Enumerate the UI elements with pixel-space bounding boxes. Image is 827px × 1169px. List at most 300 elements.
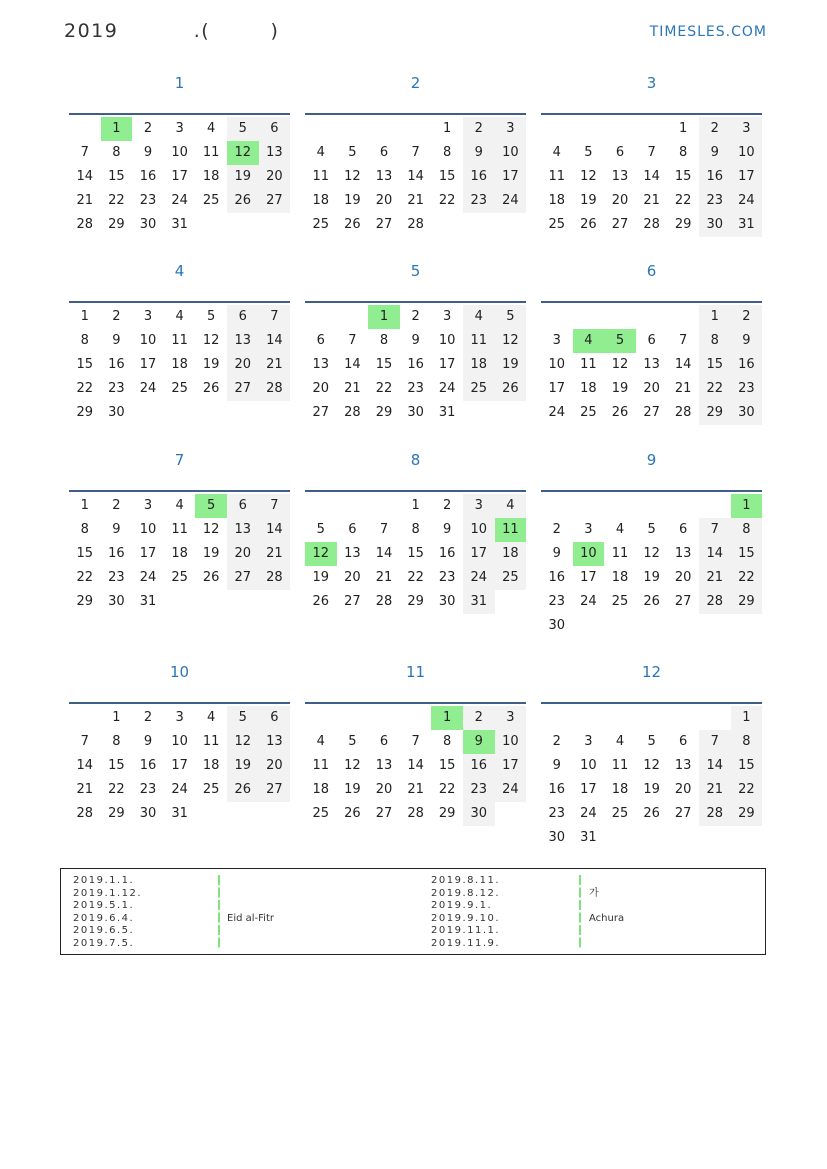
day-cell[interactable]: 19 — [202, 546, 220, 561]
day-cell[interactable]: 27 — [375, 217, 393, 232]
day-cell[interactable]: 13 — [344, 546, 361, 561]
holiday-day-cell[interactable]: 12 — [305, 542, 337, 566]
day-cell[interactable]: 25 — [580, 405, 597, 420]
day-cell[interactable]: 10 — [580, 758, 597, 773]
day-cell[interactable]: 10 — [495, 730, 527, 754]
day-cell[interactable]: 8 — [699, 329, 731, 353]
day-cell[interactable]: 16 — [108, 357, 125, 372]
day-cell[interactable]: 16 — [731, 353, 763, 377]
day-cell[interactable]: 7 — [699, 518, 731, 542]
day-cell[interactable]: 26 — [312, 594, 330, 609]
day-cell[interactable]: 14 — [699, 542, 731, 566]
day-cell[interactable]: 31 — [580, 830, 597, 845]
day-cell[interactable]: 20 — [375, 193, 393, 208]
day-cell[interactable]: 14 — [674, 357, 692, 372]
day-cell[interactable]: 3 — [175, 121, 184, 136]
day-cell[interactable]: 28 — [259, 377, 291, 401]
day-cell[interactable]: 22 — [375, 381, 393, 396]
day-cell[interactable]: 29 — [375, 405, 393, 420]
day-cell[interactable]: 29 — [731, 590, 763, 614]
day-cell[interactable]: 13 — [674, 546, 692, 561]
day-cell[interactable]: 25 — [463, 377, 495, 401]
day-cell[interactable]: 7 — [647, 145, 656, 160]
day-cell[interactable]: 8 — [731, 730, 763, 754]
day-cell[interactable]: 10 — [171, 734, 188, 749]
day-cell[interactable]: 27 — [312, 405, 330, 420]
day-cell[interactable]: 5 — [207, 309, 216, 324]
day-cell[interactable]: 27 — [259, 189, 291, 213]
day-cell[interactable]: 29 — [731, 802, 763, 826]
day-cell[interactable]: 21 — [375, 570, 393, 585]
day-cell[interactable]: 16 — [463, 754, 495, 778]
holiday-day-cell[interactable]: 4 — [573, 329, 605, 353]
day-cell[interactable]: 31 — [171, 806, 188, 821]
holiday-day-cell[interactable]: 1 — [368, 305, 400, 329]
day-cell[interactable]: 29 — [699, 401, 731, 425]
day-cell[interactable]: 19 — [495, 353, 527, 377]
day-cell[interactable]: 27 — [643, 405, 660, 420]
day-cell[interactable]: 29 — [108, 806, 125, 821]
day-cell[interactable]: 25 — [312, 217, 330, 232]
day-cell[interactable]: 25 — [548, 217, 566, 232]
day-cell[interactable]: 24 — [171, 782, 188, 797]
holiday-day-cell[interactable]: 5 — [604, 329, 636, 353]
day-cell[interactable]: 2 — [443, 498, 452, 513]
day-cell[interactable]: 14 — [76, 758, 94, 773]
day-cell[interactable]: 7 — [679, 333, 688, 348]
day-cell[interactable]: 31 — [171, 217, 188, 232]
day-cell[interactable]: 25 — [171, 381, 188, 396]
day-cell[interactable]: 6 — [227, 305, 259, 329]
day-cell[interactable]: 26 — [580, 217, 597, 232]
day-cell[interactable]: 23 — [548, 594, 566, 609]
day-cell[interactable]: 30 — [108, 405, 125, 420]
day-cell[interactable]: 11 — [171, 522, 188, 537]
day-cell[interactable]: 4 — [615, 734, 625, 749]
day-cell[interactable]: 7 — [80, 734, 89, 749]
day-cell[interactable]: 23 — [699, 189, 731, 213]
day-cell[interactable]: 19 — [202, 357, 220, 372]
day-cell[interactable]: 19 — [344, 782, 361, 797]
day-cell[interactable]: 29 — [76, 405, 94, 420]
day-cell[interactable]: 17 — [438, 357, 456, 372]
day-cell[interactable]: 5 — [647, 522, 656, 537]
day-cell[interactable]: 13 — [259, 141, 291, 165]
day-cell[interactable]: 27 — [227, 566, 259, 590]
day-cell[interactable]: 15 — [375, 357, 393, 372]
day-cell[interactable]: 1 — [699, 305, 731, 329]
day-cell[interactable]: 25 — [611, 806, 629, 821]
day-cell[interactable]: 30 — [407, 405, 424, 420]
day-cell[interactable]: 14 — [259, 518, 291, 542]
day-cell[interactable]: 25 — [202, 193, 220, 208]
day-cell[interactable]: 7 — [699, 730, 731, 754]
day-cell[interactable]: 10 — [438, 333, 456, 348]
day-cell[interactable]: 15 — [76, 546, 94, 561]
day-cell[interactable]: 27 — [227, 377, 259, 401]
day-cell[interactable]: 9 — [143, 734, 153, 749]
day-cell[interactable]: 28 — [674, 405, 692, 420]
day-cell[interactable]: 23 — [108, 570, 125, 585]
day-cell[interactable]: 29 — [674, 217, 692, 232]
day-cell[interactable]: 31 — [438, 405, 456, 420]
day-cell[interactable]: 22 — [108, 782, 125, 797]
day-cell[interactable]: 18 — [202, 169, 220, 184]
day-cell[interactable]: 6 — [615, 145, 625, 160]
day-cell[interactable]: 30 — [139, 217, 157, 232]
day-cell[interactable]: 7 — [259, 494, 291, 518]
day-cell[interactable]: 16 — [407, 357, 424, 372]
day-cell[interactable]: 9 — [112, 522, 121, 537]
day-cell[interactable]: 3 — [143, 309, 153, 324]
holiday-day-cell[interactable]: 5 — [195, 494, 227, 518]
day-cell[interactable]: 6 — [679, 734, 688, 749]
day-cell[interactable]: 3 — [143, 498, 153, 513]
day-cell[interactable]: 19 — [227, 165, 259, 189]
day-cell[interactable]: 24 — [580, 806, 597, 821]
day-cell[interactable]: 26 — [202, 381, 220, 396]
day-cell[interactable]: 1 — [731, 706, 763, 730]
day-cell[interactable]: 1 — [679, 121, 688, 136]
day-cell[interactable]: 24 — [463, 566, 495, 590]
day-cell[interactable]: 11 — [202, 734, 220, 749]
day-cell[interactable]: 15 — [407, 546, 424, 561]
day-cell[interactable]: 26 — [495, 377, 527, 401]
day-cell[interactable]: 28 — [407, 806, 424, 821]
day-cell[interactable]: 3 — [175, 710, 184, 725]
day-cell[interactable]: 28 — [375, 594, 393, 609]
day-cell[interactable]: 16 — [699, 165, 731, 189]
day-cell[interactable]: 21 — [259, 542, 291, 566]
day-cell[interactable]: 8 — [443, 145, 452, 160]
day-cell[interactable]: 21 — [407, 782, 424, 797]
day-cell[interactable]: 15 — [699, 353, 731, 377]
day-cell[interactable]: 26 — [202, 570, 220, 585]
day-cell[interactable]: 3 — [495, 117, 527, 141]
day-cell[interactable]: 13 — [643, 357, 660, 372]
day-cell[interactable]: 23 — [139, 782, 157, 797]
day-cell[interactable]: 6 — [647, 333, 656, 348]
day-cell[interactable]: 12 — [344, 169, 361, 184]
day-cell[interactable]: 10 — [548, 357, 566, 372]
day-cell[interactable]: 28 — [76, 806, 94, 821]
day-cell[interactable]: 11 — [202, 145, 220, 160]
day-cell[interactable]: 24 — [495, 778, 527, 802]
day-cell[interactable]: 17 — [495, 754, 527, 778]
day-cell[interactable]: 23 — [548, 806, 566, 821]
day-cell[interactable]: 10 — [139, 333, 157, 348]
day-cell[interactable]: 6 — [259, 706, 291, 730]
day-cell[interactable]: 9 — [143, 145, 153, 160]
day-cell[interactable]: 27 — [674, 806, 692, 821]
day-cell[interactable]: 27 — [259, 778, 291, 802]
day-cell[interactable]: 6 — [227, 494, 259, 518]
day-cell[interactable]: 17 — [495, 165, 527, 189]
day-cell[interactable]: 20 — [227, 353, 259, 377]
day-cell[interactable]: 26 — [643, 594, 660, 609]
day-cell[interactable]: 17 — [139, 357, 157, 372]
day-cell[interactable]: 9 — [443, 522, 452, 537]
day-cell[interactable]: 22 — [76, 381, 94, 396]
day-cell[interactable]: 16 — [438, 546, 456, 561]
day-cell[interactable]: 11 — [611, 546, 629, 561]
day-cell[interactable]: 22 — [731, 566, 763, 590]
day-cell[interactable]: 30 — [548, 618, 566, 633]
day-cell[interactable]: 5 — [227, 706, 259, 730]
day-cell[interactable]: 12 — [344, 758, 361, 773]
day-cell[interactable]: 25 — [202, 782, 220, 797]
day-cell[interactable]: 3 — [463, 494, 495, 518]
day-cell[interactable]: 20 — [344, 570, 361, 585]
day-cell[interactable]: 14 — [699, 754, 731, 778]
day-cell[interactable]: 12 — [643, 546, 660, 561]
day-cell[interactable]: 9 — [112, 333, 121, 348]
day-cell[interactable]: 19 — [344, 193, 361, 208]
day-cell[interactable]: 28 — [407, 217, 424, 232]
day-cell[interactable]: 4 — [495, 494, 527, 518]
day-cell[interactable]: 20 — [259, 165, 291, 189]
day-cell[interactable]: 7 — [411, 145, 420, 160]
day-cell[interactable]: 7 — [379, 522, 389, 537]
day-cell[interactable]: 21 — [344, 381, 361, 396]
day-cell[interactable]: 2 — [143, 710, 153, 725]
day-cell[interactable]: 11 — [463, 329, 495, 353]
day-cell[interactable]: 3 — [731, 117, 763, 141]
day-cell[interactable]: 9 — [552, 546, 561, 561]
day-cell[interactable]: 22 — [108, 193, 125, 208]
day-cell[interactable]: 24 — [438, 381, 456, 396]
day-cell[interactable]: 6 — [379, 734, 389, 749]
day-cell[interactable]: 1 — [443, 121, 452, 136]
day-cell[interactable]: 18 — [312, 782, 330, 797]
day-cell[interactable]: 26 — [227, 778, 259, 802]
day-cell[interactable]: 17 — [171, 169, 188, 184]
day-cell[interactable]: 9 — [463, 141, 495, 165]
day-cell[interactable]: 23 — [407, 381, 424, 396]
day-cell[interactable]: 8 — [379, 333, 389, 348]
day-cell[interactable]: 2 — [411, 309, 420, 324]
day-cell[interactable]: 18 — [312, 193, 330, 208]
day-cell[interactable]: 19 — [611, 381, 629, 396]
day-cell[interactable]: 29 — [108, 217, 125, 232]
day-cell[interactable]: 22 — [674, 193, 692, 208]
day-cell[interactable]: 26 — [344, 217, 361, 232]
day-cell[interactable]: 23 — [139, 193, 157, 208]
day-cell[interactable]: 13 — [674, 758, 692, 773]
day-cell[interactable]: 8 — [731, 518, 763, 542]
day-cell[interactable]: 8 — [443, 734, 452, 749]
day-cell[interactable]: 4 — [316, 734, 325, 749]
day-cell[interactable]: 11 — [312, 169, 330, 184]
day-cell[interactable]: 31 — [463, 590, 495, 614]
day-cell[interactable]: 5 — [227, 117, 259, 141]
day-cell[interactable]: 22 — [699, 377, 731, 401]
day-cell[interactable]: 3 — [443, 309, 452, 324]
day-cell[interactable]: 20 — [312, 381, 330, 396]
day-cell[interactable]: 21 — [76, 193, 94, 208]
day-cell[interactable]: 15 — [76, 357, 94, 372]
holiday-day-cell[interactable]: 1 — [431, 706, 463, 730]
day-cell[interactable]: 23 — [108, 381, 125, 396]
day-cell[interactable]: 17 — [580, 570, 597, 585]
day-cell[interactable]: 17 — [548, 381, 566, 396]
day-cell[interactable]: 20 — [227, 542, 259, 566]
day-cell[interactable]: 15 — [438, 758, 456, 773]
day-cell[interactable]: 18 — [171, 546, 188, 561]
holiday-day-cell[interactable]: 11 — [495, 518, 527, 542]
day-cell[interactable]: 20 — [674, 782, 692, 797]
day-cell[interactable]: 23 — [438, 570, 456, 585]
day-cell[interactable]: 9 — [699, 141, 731, 165]
day-cell[interactable]: 7 — [348, 333, 357, 348]
day-cell[interactable]: 10 — [495, 141, 527, 165]
day-cell[interactable]: 22 — [407, 570, 424, 585]
day-cell[interactable]: 12 — [202, 522, 220, 537]
day-cell[interactable]: 24 — [580, 594, 597, 609]
day-cell[interactable]: 23 — [463, 778, 495, 802]
day-cell[interactable]: 2 — [463, 117, 495, 141]
day-cell[interactable]: 13 — [227, 329, 259, 353]
day-cell[interactable]: 22 — [438, 782, 456, 797]
day-cell[interactable]: 8 — [80, 333, 89, 348]
day-cell[interactable]: 10 — [731, 141, 763, 165]
day-cell[interactable]: 21 — [643, 193, 660, 208]
day-cell[interactable]: 28 — [643, 217, 660, 232]
day-cell[interactable]: 20 — [643, 381, 660, 396]
day-cell[interactable]: 11 — [580, 357, 597, 372]
day-cell[interactable]: 21 — [259, 353, 291, 377]
day-cell[interactable]: 19 — [227, 754, 259, 778]
day-cell[interactable]: 5 — [316, 522, 325, 537]
day-cell[interactable]: 10 — [171, 145, 188, 160]
day-cell[interactable]: 20 — [375, 782, 393, 797]
day-cell[interactable]: 5 — [348, 734, 357, 749]
day-cell[interactable]: 24 — [139, 570, 157, 585]
day-cell[interactable]: 16 — [548, 570, 566, 585]
day-cell[interactable]: 2 — [112, 309, 121, 324]
day-cell[interactable]: 13 — [375, 169, 393, 184]
day-cell[interactable]: 5 — [495, 305, 527, 329]
day-cell[interactable]: 28 — [699, 590, 731, 614]
day-cell[interactable]: 25 — [312, 806, 330, 821]
day-cell[interactable]: 6 — [316, 333, 325, 348]
day-cell[interactable]: 21 — [407, 193, 424, 208]
day-cell[interactable]: 24 — [548, 405, 566, 420]
holiday-day-cell[interactable]: 9 — [463, 730, 495, 754]
day-cell[interactable]: 18 — [202, 758, 220, 773]
holiday-day-cell[interactable]: 10 — [573, 542, 605, 566]
day-cell[interactable]: 2 — [731, 305, 763, 329]
day-cell[interactable]: 16 — [139, 758, 157, 773]
day-cell[interactable]: 14 — [76, 169, 94, 184]
day-cell[interactable]: 4 — [207, 710, 216, 725]
day-cell[interactable]: 19 — [312, 570, 330, 585]
day-cell[interactable]: 27 — [674, 594, 692, 609]
day-cell[interactable]: 13 — [259, 730, 291, 754]
day-cell[interactable]: 30 — [139, 806, 157, 821]
day-cell[interactable]: 8 — [112, 145, 121, 160]
day-cell[interactable]: 18 — [171, 357, 188, 372]
day-cell[interactable]: 26 — [611, 405, 629, 420]
day-cell[interactable]: 31 — [731, 213, 763, 237]
day-cell[interactable]: 29 — [76, 594, 94, 609]
day-cell[interactable]: 18 — [580, 381, 597, 396]
day-cell[interactable]: 3 — [584, 734, 593, 749]
day-cell[interactable]: 28 — [699, 802, 731, 826]
day-cell[interactable]: 20 — [611, 193, 629, 208]
day-cell[interactable]: 13 — [375, 758, 393, 773]
holiday-day-cell[interactable]: 1 — [731, 494, 763, 518]
day-cell[interactable]: 15 — [731, 542, 763, 566]
day-cell[interactable]: 12 — [227, 730, 259, 754]
holiday-day-cell[interactable]: 1 — [101, 117, 133, 141]
day-cell[interactable]: 14 — [344, 357, 361, 372]
day-cell[interactable]: 4 — [175, 309, 184, 324]
day-cell[interactable]: 15 — [731, 754, 763, 778]
day-cell[interactable]: 12 — [611, 357, 629, 372]
day-cell[interactable]: 15 — [674, 169, 692, 184]
day-cell[interactable]: 19 — [580, 193, 597, 208]
day-cell[interactable]: 17 — [171, 758, 188, 773]
day-cell[interactable]: 25 — [495, 566, 527, 590]
day-cell[interactable]: 20 — [259, 754, 291, 778]
day-cell[interactable]: 14 — [643, 169, 660, 184]
day-cell[interactable]: 5 — [584, 145, 593, 160]
day-cell[interactable]: 16 — [108, 546, 125, 561]
day-cell[interactable]: 11 — [312, 758, 330, 773]
day-cell[interactable]: 16 — [463, 165, 495, 189]
day-cell[interactable]: 3 — [552, 333, 561, 348]
brand-logo[interactable]: TIMESLES.COM — [649, 24, 767, 40]
day-cell[interactable]: 2 — [112, 498, 121, 513]
day-cell[interactable]: 4 — [615, 522, 625, 537]
day-cell[interactable]: 23 — [731, 377, 763, 401]
day-cell[interactable]: 17 — [580, 782, 597, 797]
day-cell[interactable]: 3 — [584, 522, 593, 537]
day-cell[interactable]: 14 — [259, 329, 291, 353]
day-cell[interactable]: 17 — [139, 546, 157, 561]
day-cell[interactable]: 2 — [552, 522, 561, 537]
day-cell[interactable]: 30 — [463, 802, 495, 826]
day-cell[interactable]: 21 — [76, 782, 94, 797]
day-cell[interactable]: 24 — [139, 381, 157, 396]
day-cell[interactable]: 2 — [552, 734, 561, 749]
day-cell[interactable]: 14 — [375, 546, 393, 561]
day-cell[interactable]: 10 — [463, 518, 495, 542]
day-cell[interactable]: 4 — [175, 498, 184, 513]
day-cell[interactable]: 30 — [438, 594, 456, 609]
day-cell[interactable]: 20 — [674, 570, 692, 585]
day-cell[interactable]: 23 — [463, 189, 495, 213]
day-cell[interactable]: 1 — [80, 309, 89, 324]
day-cell[interactable]: 24 — [731, 189, 763, 213]
day-cell[interactable]: 30 — [699, 213, 731, 237]
day-cell[interactable]: 18 — [611, 782, 629, 797]
day-cell[interactable]: 5 — [647, 734, 656, 749]
day-cell[interactable]: 14 — [407, 169, 424, 184]
day-cell[interactable]: 8 — [112, 734, 121, 749]
day-cell[interactable]: 9 — [731, 329, 763, 353]
day-cell[interactable]: 26 — [344, 806, 361, 821]
day-cell[interactable]: 1 — [112, 710, 121, 725]
day-cell[interactable]: 8 — [679, 145, 688, 160]
day-cell[interactable]: 7 — [80, 145, 89, 160]
day-cell[interactable]: 22 — [731, 778, 763, 802]
day-cell[interactable]: 13 — [312, 357, 330, 372]
day-cell[interactable]: 7 — [411, 734, 420, 749]
day-cell[interactable]: 8 — [411, 522, 420, 537]
day-cell[interactable]: 9 — [552, 758, 561, 773]
